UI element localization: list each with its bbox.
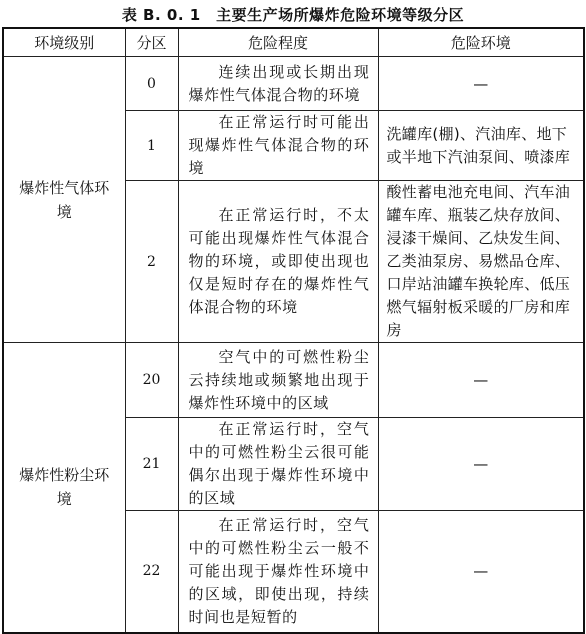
zone-cell: 1 xyxy=(125,111,178,181)
degree-cell: 在正常运行时，空气中的可燃性粉尘云一般不可能出现于爆炸性环境中的区域，即使出现，持续时间也是短暂的 xyxy=(178,511,378,633)
degree-cell: 在正常运行时，空气中的可燃性粉尘云很可能偶尔出现于爆炸性环境中的区域 xyxy=(178,418,378,511)
zone-cell: 21 xyxy=(125,418,178,511)
degree-cell: 空气中的可燃性粉尘云持续地或频繁地出现于爆炸性环境中的区域 xyxy=(178,343,378,418)
zone-cell: 0 xyxy=(125,57,178,111)
header-environment: 危险环境 xyxy=(378,28,584,57)
environment-cell: — xyxy=(378,57,584,111)
zone-cell: 22 xyxy=(125,511,178,633)
table-row xyxy=(3,57,584,111)
environment-cell: 酸性蓄电池充电间、汽车油罐车库、瓶装乙炔存放间、浸漆干燥间、乙炔发生间、乙类油泵房、易燃品仓库、口岸站油罐车换轮库、低压燃气辐射板采暖的厂房和库房 xyxy=(378,181,584,343)
degree-cell: 在正常运行时可能出现爆炸性气体混合物的环境 xyxy=(178,111,378,181)
level-dust xyxy=(3,343,125,633)
header-row xyxy=(3,28,584,57)
environment-cell: 洗罐库(棚)、汽油库、地下或半地下汽油泵间、喷漆库 xyxy=(378,111,584,181)
level-gas-label: 爆炸性气体环境 xyxy=(19,178,110,221)
level-gas xyxy=(3,57,125,343)
environment-cell: — xyxy=(378,418,584,511)
header-zone: 分区 xyxy=(125,28,178,57)
environment-cell: — xyxy=(378,511,584,633)
header-degree: 危险程度 xyxy=(178,28,378,57)
degree-cell: 在正常运行时，不太可能出现爆炸性气体混合物的环境，或即使出现也仅是短时存在的爆炸性气体混合物的环境 xyxy=(178,181,378,343)
hazard-zone-table xyxy=(2,27,585,634)
table-row xyxy=(3,343,584,418)
table-title: 表 B. 0. 1 主要生产场所爆炸危险环境等级分区 xyxy=(121,6,465,24)
zone-cell: 20 xyxy=(125,343,178,418)
zone-cell: 2 xyxy=(125,181,178,343)
header-level: 环境级别 xyxy=(3,28,125,57)
degree-cell: 连续出现或长期出现爆炸性气体混合物的环境 xyxy=(178,57,378,111)
level-dust-label: 爆炸性粉尘环境 xyxy=(19,466,110,509)
environment-cell: — xyxy=(378,343,584,418)
